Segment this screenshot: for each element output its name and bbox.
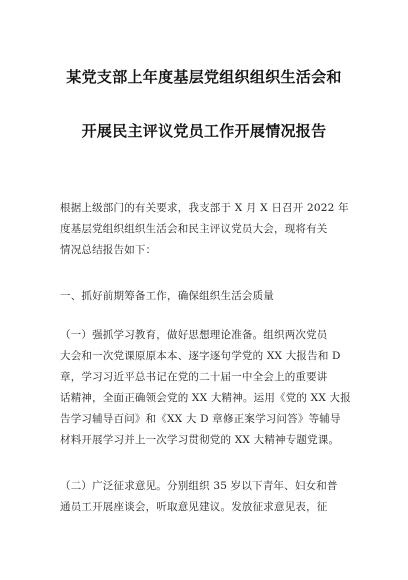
document-title-line-1: 某党支部上年度基层党组织组织生活会和: [66, 68, 342, 86]
paragraph-line: 大会和一次党课原原本本、逐字逐句学党的 XX 大报告和 D: [60, 350, 341, 362]
document-title-line-2: 开展民主评议党员工作开展情况报告: [81, 122, 327, 140]
intro-line: 情况总结报告如下：: [60, 244, 157, 256]
paragraph-line: 话精神，全面正确领会党的 XX 大精神。运用《党的 XX 大报: [60, 392, 351, 404]
paragraph-line: 通员工开展座谈会，听取意见建议。发放征求意见表，征: [60, 501, 328, 513]
paragraph-line: （二）广泛征求意见。分别组织 35 岁以下青年、妇女和普: [60, 480, 338, 492]
intro-line: 度基层党组织组织生活会和民主评议党员大会，现将有关: [60, 223, 328, 235]
paragraph-line: 材料开展学习并上一次学习贯彻党的 XX 大精神专题党课。: [60, 434, 340, 446]
paragraph-line: 章，学习习近平总书记在党的二十届一中全会上的重要讲: [60, 371, 328, 383]
paragraph-line: 告学习辅导百问》和《XX 大 D 章修正案学习问答》等辅导: [60, 413, 341, 425]
section-heading-text: 一、抓好前期筹备工作，确保组织生活会质量: [60, 290, 274, 302]
intro-line: 根据上级部门的有关要求，我支部于 X 月 X 日召开 2022 年: [60, 202, 349, 214]
paragraph-line: （一）强抓学习教育，做好思想理论准备。组织两次党员: [60, 329, 328, 341]
